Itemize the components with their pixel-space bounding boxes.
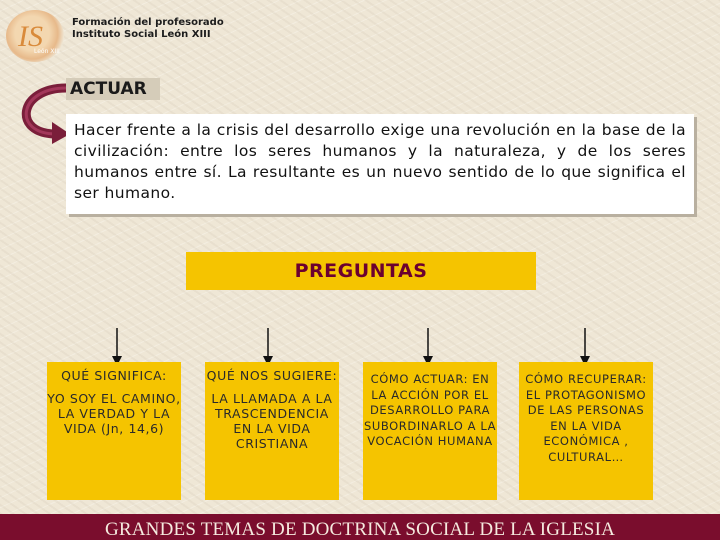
down-arrow-icon	[422, 328, 434, 366]
header-institution	[72, 17, 224, 41]
box-question: QUÉ NOS SUGIERE:	[206, 368, 338, 383]
quote-box	[66, 114, 694, 214]
svg-text:IS: IS	[18, 20, 43, 53]
preguntas-heading: PREGUNTAS	[186, 252, 536, 290]
down-arrow-icon	[111, 328, 123, 366]
box-question: CÓMO RECUPERAR: EL PROTAGONISMO DE LAS PERSONAS EN LA VIDA ECONÓMICA , CULTURAL…	[525, 372, 647, 464]
footer-banner: GRANDES TEMAS DE DOCTRINA SOCIAL DE LA IGLESIA	[0, 514, 720, 540]
box-que-nos-sugiere	[205, 362, 339, 500]
section-title: ACTUAR	[66, 78, 160, 100]
curved-arrow-icon	[8, 78, 72, 144]
box-como-actuar	[363, 362, 497, 500]
header-line-1: Formación del profesorado	[72, 17, 224, 28]
box-question: QUÉ SIGNIFICA:	[61, 368, 167, 383]
box-question: CÓMO ACTUAR: EN LA ACCIÓN POR EL DESARROLLO PARA SUBORDINARLO A LA VOCACIÓN HUMANA	[363, 372, 497, 448]
header-line-2: Instituto Social León XIII	[72, 29, 211, 40]
down-arrow-icon	[579, 328, 591, 366]
down-arrow-icon	[262, 328, 274, 366]
logo-emblem-icon	[6, 10, 64, 62]
quote-text: Hacer frente a la crisis del desarrollo exige una revolución en la base de la civilización: entre los seres humanos y la naturaleza, y de los seres humanos entre sí. La resultante es un nuevo sentido de lo que significa el ser humano.	[74, 121, 686, 202]
box-como-recuperar	[519, 362, 653, 500]
box-answer: LA LLAMADA A LA TRASCENDENCIA EN LA VIDA CRISTIANA	[211, 391, 333, 451]
box-que-significa	[47, 362, 181, 500]
svg-text:León XIII: León XIII	[34, 48, 60, 55]
logo	[6, 10, 64, 62]
box-answer: YO SOY EL CAMINO, LA VERDAD Y LA VIDA (Jn, 14,6)	[47, 391, 181, 436]
